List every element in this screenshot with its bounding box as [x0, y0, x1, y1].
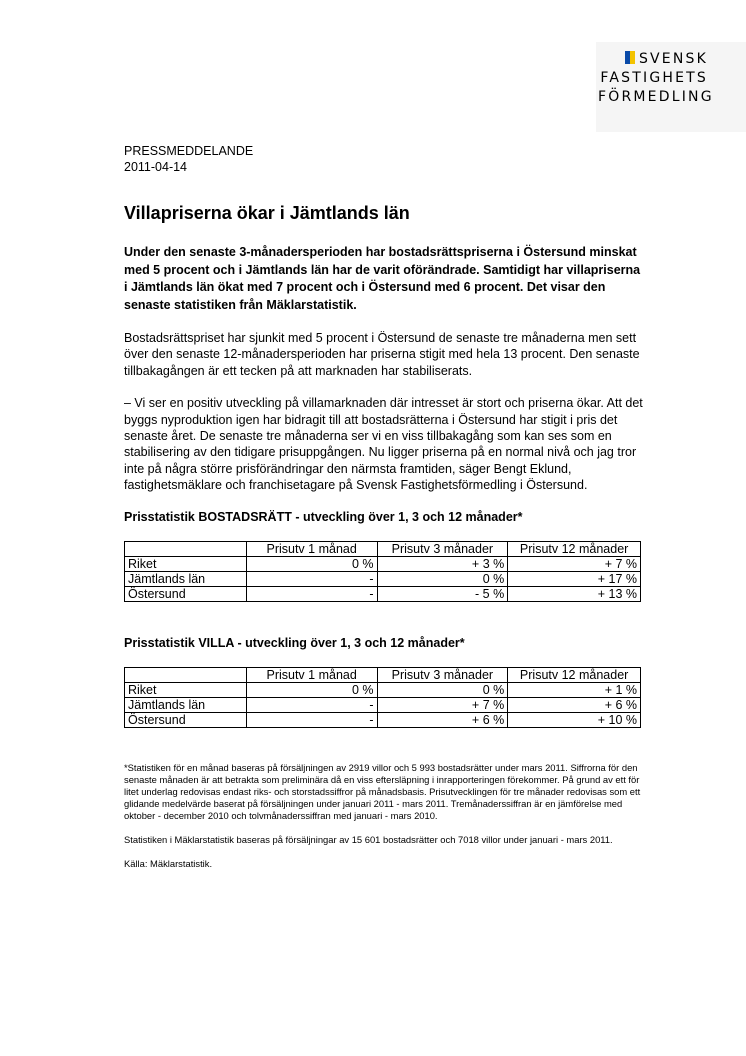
row-label: Östersund — [125, 586, 247, 601]
table-row — [125, 682, 641, 697]
footnote-statistics: *Statistiken för en månad baseras på försäljningen av 2919 villor och 5 993 bostadsrätter under mars 2011. Siffrorna för den senaste månaden är att betrakta som preliminära då en viss eftersläpning i inrapporteringen förekommer. På grund av ett för litet underlag redovisas endast riks- och storstadssiffror på månadsbasis. Prisutvecklingen för tre månader redovisas som ett glidande medelvärde baserat på försäljningen under januari 2011 - mars 2011. Tremånaderssiffran är en jämförelse med oktober - december 2010 och tolvmånaderssiffran med januari - mars 2010. — [124, 761, 641, 821]
table-cell: - — [246, 571, 377, 586]
table-cell: 0 % — [377, 571, 508, 586]
press-release-label: PRESSMEDDELANDE — [124, 144, 254, 158]
table-header-cell: Prisutv 1 månad — [246, 667, 377, 682]
logo-line-3: FÖRMEDLING — [598, 89, 714, 105]
swedish-flag-icon — [625, 51, 635, 64]
table-cell: + 7 % — [508, 556, 641, 571]
table-header-cell — [125, 541, 247, 556]
table-header-row — [125, 541, 641, 556]
logo-line-1: SVENSK — [638, 51, 708, 67]
release-date: 2011-04-14 — [124, 160, 188, 174]
table-header-cell: Prisutv 1 månad — [246, 541, 377, 556]
table-cell: - — [246, 697, 377, 712]
row-label: Jämtlands län — [125, 697, 247, 712]
body-paragraph-1: Bostadsrättspriset har sjunkit med 5 procent i Östersund de senaste tre månaderna men sett över den senaste 12-månadersperioden har priserna stigit med hela 13 procent. Den senaste tillbakagången är ett tecken på att marknaden har stabiliserats. — [124, 331, 640, 378]
lead-paragraph: Under den senaste 3-månadersperioden har bostadsrättspriserna i Östersund minskat med 5 procent och i Jämtlands län har de varit oförändrade. Samtidigt har villapriserna i Jämtlands län ökat med 7 procent och i Östersund med 6 procent. Det visar den senaste statistiken från Mäklarstatistik. — [124, 245, 641, 312]
table-row — [125, 556, 641, 571]
table-header-cell: Prisutv 12 månader — [508, 667, 641, 682]
document-body — [124, 143, 644, 882]
table-row — [125, 586, 641, 601]
row-label: Östersund — [125, 712, 247, 727]
table-cell: - — [246, 586, 377, 601]
table-cell: - 5 % — [377, 586, 508, 601]
table-cell: 0 % — [377, 682, 508, 697]
table-header-cell: Prisutv 3 månader — [377, 667, 508, 682]
footnote-source: Källa: Mäklarstatistik. — [124, 857, 213, 869]
page-title: Villapriserna ökar i Jämtlands län — [124, 203, 410, 223]
table-cell: 0 % — [246, 682, 377, 697]
table-header-row — [125, 667, 641, 682]
table-row — [125, 571, 641, 586]
table-cell: + 7 % — [377, 697, 508, 712]
table-row — [125, 712, 641, 727]
table-cell: + 3 % — [377, 556, 508, 571]
table-cell: + 10 % — [508, 712, 641, 727]
table-title-bostadsratt: Prisstatistik BOSTADSRÄTT - utveckling över 1, 3 och 12 månader* — [124, 509, 523, 524]
table-title-villa: Prisstatistik VILLA - utveckling över 1, 3 och 12 månader* — [124, 635, 465, 650]
footnote-basis: Statistiken i Mäklarstatistik baseras på försäljningar av 15 601 bostadsrätter och 7018 villor under januari - mars 2011. — [124, 833, 613, 845]
row-label: Jämtlands län — [125, 571, 247, 586]
table-bostadsratt — [124, 541, 641, 602]
row-label: Riket — [125, 556, 247, 571]
table-cell: 0 % — [246, 556, 377, 571]
table-villa — [124, 667, 641, 728]
row-label: Riket — [125, 682, 247, 697]
logo-line-2: FASTIGHETS — [600, 70, 708, 86]
table-cell: + 1 % — [508, 682, 641, 697]
table-cell: - — [246, 712, 377, 727]
table-cell: + 13 % — [508, 586, 641, 601]
table-cell: + 6 % — [508, 697, 641, 712]
table-header-cell: Prisutv 12 månader — [508, 541, 641, 556]
table-header-cell — [125, 667, 247, 682]
company-logo — [598, 50, 714, 107]
table-cell: + 6 % — [377, 712, 508, 727]
body-paragraph-2: – Vi ser en positiv utveckling på villamarknaden där intresset är stort och priserna ökar. Att det byggs nyproduktion igen har bidragit till att bostadsrätterna i Östersund har stigit i pris det senaste året. De senaste tre månaderna ser vi en viss tillbakagång som kan ses som en stabilisering av den tidigare prisuppgången. Nu ligger priserna på en normal nivå och jag tror inte på några större prisförändringar den närmsta framtiden, säger Bengt Eklund, fastighetsmäklare och franchisetagare på Svensk Fastighetsförmedling i Östersund. — [124, 396, 643, 493]
table-cell: + 17 % — [508, 571, 641, 586]
table-row — [125, 697, 641, 712]
table-header-cell: Prisutv 3 månader — [377, 541, 508, 556]
